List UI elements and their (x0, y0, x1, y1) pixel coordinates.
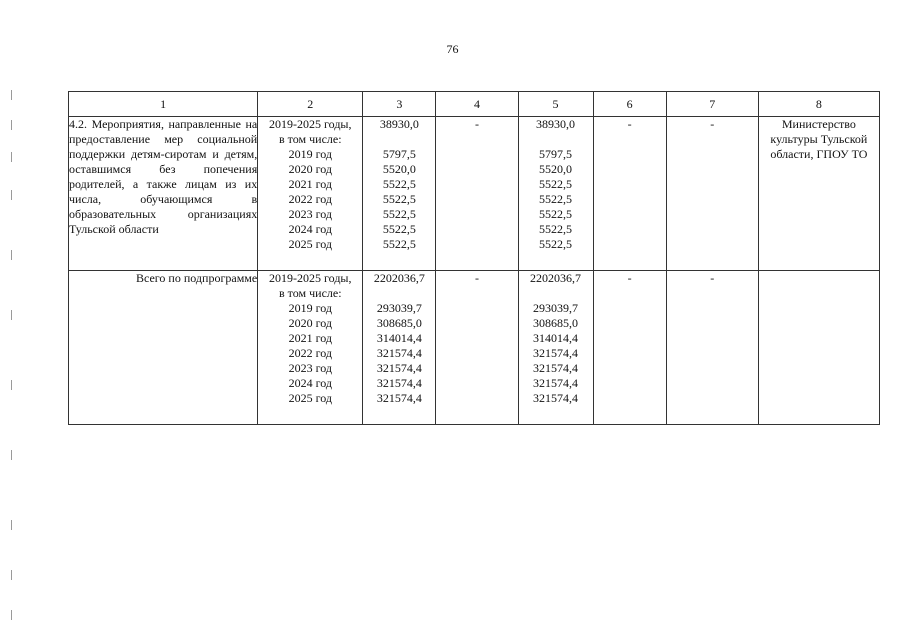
amount-value: 5522,5 (539, 177, 573, 191)
period-line: 2020 год (288, 316, 332, 330)
amount-value: 5520,0 (539, 162, 573, 176)
period-line: 2024 год (288, 376, 332, 390)
header-cell-4: 4 (436, 92, 518, 117)
amount-value: 5797,5 (382, 147, 416, 161)
measure-name-cell: 4.2. Мероприятия, направленные на предоставление мер социальной поддержки детям-сиротам и детям, оставшимся без попечения родителей, а также лицам из их числа, обучающимся в образовательных организациях Тульской области (69, 117, 258, 271)
amount-value (519, 132, 593, 147)
period-line: 2024 год (288, 222, 332, 236)
header-cell-7: 7 (666, 92, 758, 117)
amount-value: 314014,4 (376, 331, 422, 345)
amount-value: 308685,0 (533, 316, 579, 330)
amount-col5-cell (518, 271, 593, 425)
period-line: 2019-2025 годы, (269, 271, 352, 285)
period-line: 2021 год (288, 177, 332, 191)
amount-value: 321574,4 (533, 361, 579, 375)
amount-value: 314014,4 (533, 331, 579, 345)
amount-value: 5522,5 (382, 207, 416, 221)
period-line: в том числе: (279, 286, 342, 300)
amount-value: 5520,0 (382, 162, 416, 176)
period-line: 2022 год (288, 346, 332, 360)
amount-value (363, 132, 435, 147)
amount-value: 321574,4 (533, 391, 579, 405)
table-header-row (69, 92, 880, 117)
period-line: 2019 год (288, 147, 332, 161)
amount-value: 38930,0 (536, 117, 576, 131)
period-line: 2019-2025 годы, (269, 117, 352, 131)
amount-value (519, 286, 593, 301)
amount-value: 2202036,7 (373, 271, 425, 285)
amount-value: 2202036,7 (530, 271, 582, 285)
period-line: 2025 год (288, 391, 332, 405)
amount-value: 5522,5 (539, 222, 573, 236)
amount-value: 38930,0 (379, 117, 419, 131)
col4-cell: - (436, 117, 518, 271)
table-row (69, 117, 880, 271)
header-cell-8: 8 (758, 92, 879, 117)
amount-value: 321574,4 (533, 346, 579, 360)
total-label-cell: Всего по подпрограмме (69, 271, 258, 425)
amount-value: 321574,4 (533, 376, 579, 390)
period-line: 2022 год (288, 192, 332, 206)
amount-value: 308685,0 (376, 316, 422, 330)
col6-cell: - (593, 271, 666, 425)
period-cell (258, 271, 363, 425)
period-cell (258, 117, 363, 271)
period-line: 2019 год (288, 301, 332, 315)
amount-value: 5522,5 (539, 207, 573, 221)
header-cell-1: 1 (69, 92, 258, 117)
executor-cell: Министерство культуры Тульской области, ГПОУ ТО (758, 117, 879, 271)
amount-value: 321574,4 (376, 346, 422, 360)
table-row (69, 271, 880, 425)
amount-value: 293039,7 (376, 301, 422, 315)
amount-value: 5522,5 (382, 222, 416, 236)
period-line: 2023 год (288, 207, 332, 221)
amount-col3-cell (363, 271, 436, 425)
col6-cell: - (593, 117, 666, 271)
header-cell-6: 6 (593, 92, 666, 117)
amount-value: 5522,5 (382, 192, 416, 206)
amount-col5-cell (518, 117, 593, 271)
budget-table (68, 91, 880, 425)
period-line: 2020 год (288, 162, 332, 176)
col4-cell: - (436, 271, 518, 425)
amount-value: 321574,4 (376, 391, 422, 405)
col7-cell: - (666, 271, 758, 425)
header-cell-3: 3 (363, 92, 436, 117)
amount-value: 5797,5 (539, 147, 573, 161)
period-line: в том числе: (279, 132, 342, 146)
executor-cell (758, 271, 879, 425)
period-line: 2023 год (288, 361, 332, 375)
amount-value: 293039,7 (533, 301, 579, 315)
amount-value: 5522,5 (382, 237, 416, 251)
col7-cell: - (666, 117, 758, 271)
amount-value: 5522,5 (382, 177, 416, 191)
amount-value: 321574,4 (376, 361, 422, 375)
period-line: 2025 год (288, 237, 332, 251)
amount-col3-cell (363, 117, 436, 271)
period-line: 2021 год (288, 331, 332, 345)
amount-value: 5522,5 (539, 237, 573, 251)
amount-value (363, 286, 435, 301)
header-cell-2: 2 (258, 92, 363, 117)
page-number: 76 (446, 42, 459, 56)
amount-value: 321574,4 (376, 376, 422, 390)
amount-value: 5522,5 (539, 192, 573, 206)
scan-margin-marks (11, 90, 13, 630)
header-cell-5: 5 (518, 92, 593, 117)
